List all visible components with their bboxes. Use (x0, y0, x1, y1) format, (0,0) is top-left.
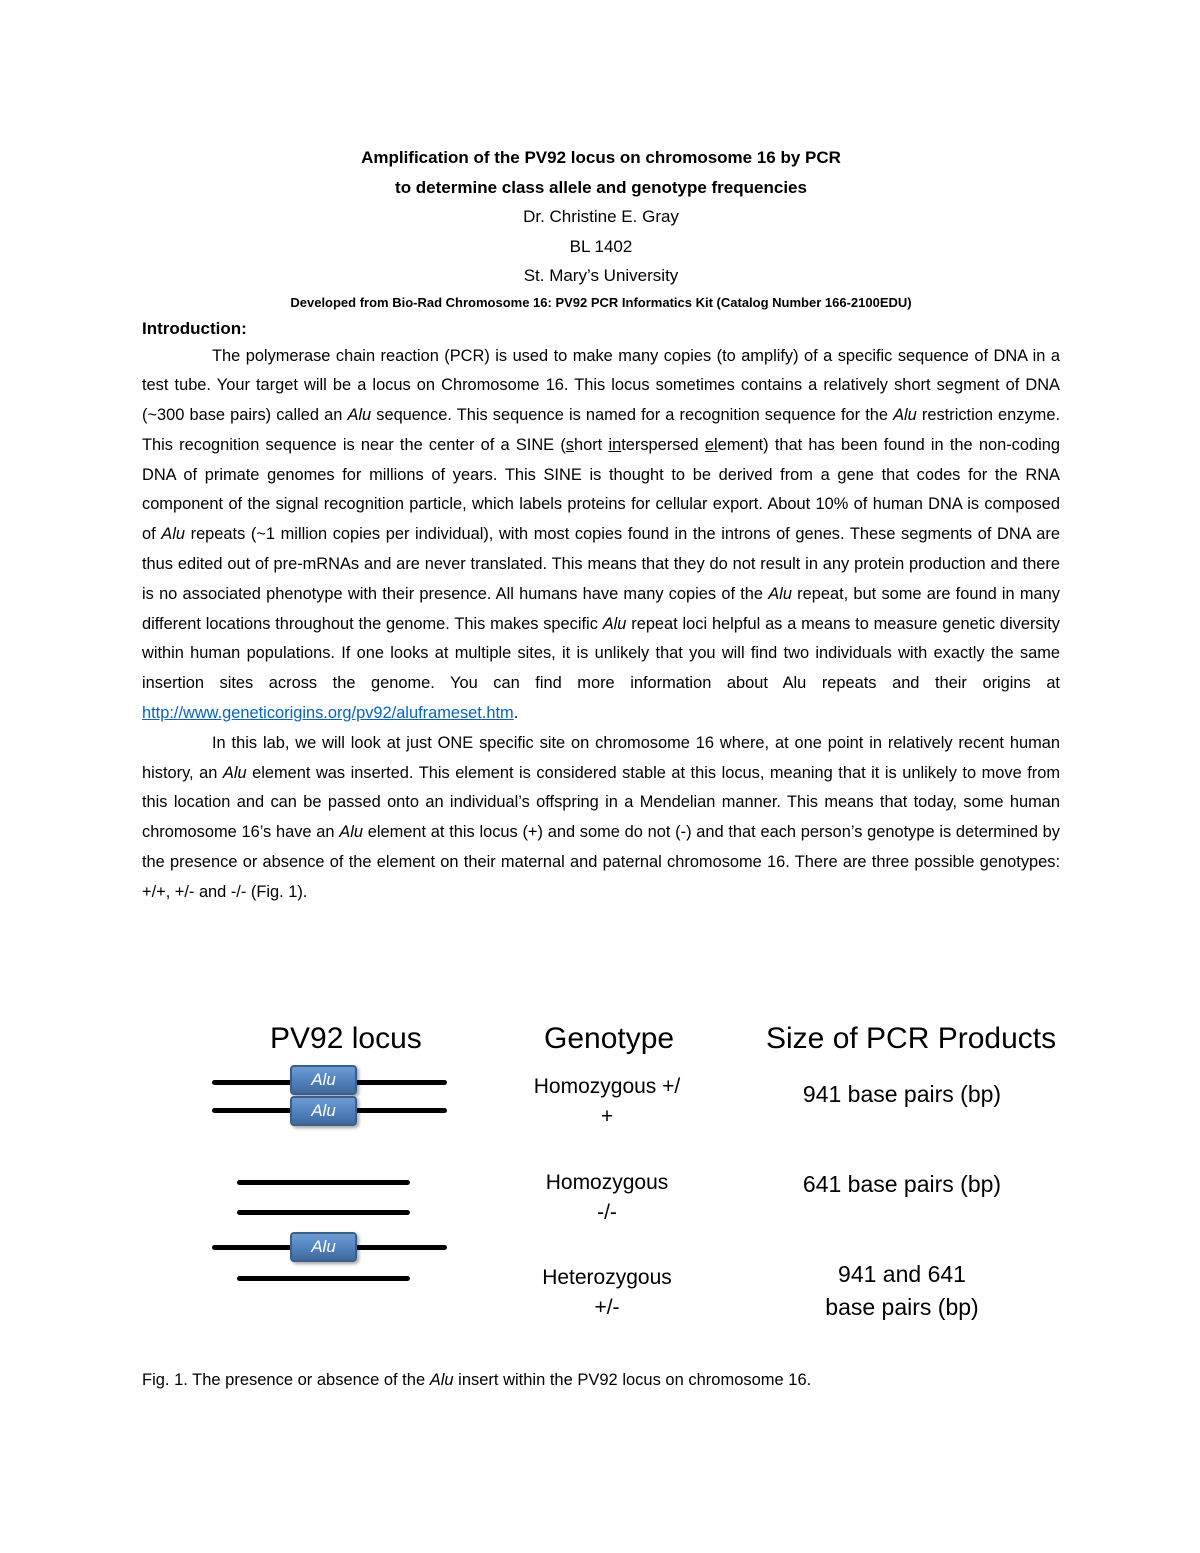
text-segment: repeats (~1 million copies per individual), with most copies found in the introns of genes. These segments of DNA are thus edited out of pre-mRNAs and are never translated. This means that they do not result in any protein production and there is no associated phenotype with their presence. All humans have many copies of the (142, 525, 1061, 603)
alu-insert-box (290, 1232, 357, 1262)
author-line: Dr. Christine E. Gray (523, 207, 679, 226)
text-segment: in (608, 435, 622, 454)
intro-paragraph-1 (142, 342, 1060, 729)
figure-1 (0, 1020, 1200, 1340)
text-segment: The polymerase chain reaction (PCR) is used to make many copies (to amplify) of a specific sequence of DNA in a test tube. Your target will be a locus on Chromosome 16. This locus sometimes contains a relatively short segment of DNA (~300 base pairs) called an (142, 346, 1060, 425)
text-segment: Alu (602, 614, 627, 633)
text-segment: repeat, but some are found in many different locations throughout the genome. This makes specific (142, 584, 1060, 633)
text-segment: insert within the PV92 locus on chromosome 16. (453, 1371, 812, 1389)
pcr-size-line: base pairs (bp) (825, 1294, 979, 1320)
text-segment: Alu (222, 763, 247, 782)
document-content (142, 143, 1060, 908)
text-segment: sequence. This sequence is named for a recognition sequence for the (371, 406, 894, 425)
figure-col-header-pv92-locus: PV92 locus (270, 1022, 422, 1055)
pcr-size-homozygous-plus (752, 1078, 1052, 1111)
genotype-line: +/- (594, 1296, 620, 1319)
text-segment: In this lab, we will look at just ONE specific site on chromosome 16 where, at one point in relatively recent human history, an (142, 733, 1060, 782)
alu-label: Alu (311, 1237, 336, 1256)
genotype-label-homozygous-minus (497, 1168, 717, 1228)
genotype-line: + (600, 1105, 614, 1128)
text-segment: Alu (893, 406, 917, 425)
text-segment: element was inserted. This element is considered stable at this locus, meaning that it is unlikely to move from this location and can be passed onto an individual’s offspring in a Mendelian manner. This means that today, some human chromosome 16’s have an (142, 763, 1060, 842)
text-segment: . (513, 704, 519, 723)
text-segment: Alu (339, 823, 363, 842)
genotype-line: Homozygous +/ (533, 1075, 681, 1098)
text-segment: Fig. 1. The presence or absence of the (142, 1371, 430, 1389)
hyperlink-geneticorigins[interactable]: http://www.geneticorigins.org/pv92/aluframeset.htm (142, 704, 514, 723)
alu-insert-box (290, 1096, 357, 1126)
genotype-line: -/- (597, 1201, 617, 1224)
alu-insert-box (290, 1065, 357, 1095)
text-segment: element at this locus (+) and some do not (-) and that each person’s genotype is determined by the presence or absence of the element on their maternal and paternal chromosome 16. There are three possible genotypes: +/+, +/- and -/- (Fig. 1). (142, 823, 1060, 901)
text-segment: restriction enzyme. This recognition sequence is near the center of a SINE ( (142, 406, 1060, 454)
pcr-size-homozygous-minus (752, 1168, 1052, 1201)
text-segment: s (565, 435, 574, 454)
text-segment: Alu (768, 584, 792, 603)
text-segment: repeat loci helpful as a means to measure genetic diversity within human populations. If one looks at multiple sites, it is unlikely that you will find two individuals with exactly the same insertion sites across the genome. You can find more information about Alu repeats and their origins at (142, 614, 1061, 693)
pcr-size-line: 941 base pairs (bp) (802, 1081, 1002, 1107)
figure-col-header-size: Size of PCR Products (766, 1022, 1057, 1055)
text-segment: Alu (429, 1371, 454, 1389)
text-segment: Alu (161, 525, 185, 544)
chromosome-line (237, 1276, 410, 1281)
figure-col-header-genotype: Genotype (544, 1022, 675, 1055)
alu-label: Alu (311, 1101, 336, 1120)
pcr-size-line: 641 base pairs (bp) (802, 1171, 1002, 1197)
text-segment: Alu (347, 406, 372, 425)
course-line: BL 1402 (569, 236, 633, 256)
pcr-size-heterozygous (752, 1258, 1052, 1324)
document-header (142, 143, 1060, 315)
figure-caption (142, 1366, 1060, 1396)
text-segment: terspersed (621, 435, 705, 454)
text-segment: el (704, 435, 718, 454)
genotype-label-homozygous-plus (497, 1072, 717, 1132)
chromosome-line (237, 1180, 410, 1185)
intro-paragraph-2 (142, 729, 1060, 908)
introduction-heading: Introduction: (142, 318, 247, 338)
institution-line: St. Mary’s University (523, 266, 679, 285)
document-title-line1: Amplification of the PV92 locus on chromosome 16 by PCR (361, 148, 841, 167)
genotype-line: Homozygous (545, 1171, 669, 1194)
alu-label: Alu (311, 1070, 336, 1089)
text-segment: ement) that has been found in the non-coding DNA of primate genomes for millions of years. This SINE is thought to be derived from a gene that codes for the RNA component of the signal recognition particle, which labels proteins for cellular export. About 10% of human DNA is composed of (142, 435, 1060, 544)
text-segment: hort (573, 435, 609, 454)
chromosome-line (237, 1210, 410, 1215)
genotype-line: Heterozygous (542, 1266, 672, 1289)
document-title-line2: to determine class allele and genotype frequencies (395, 177, 807, 197)
pcr-size-line: 941 and 641 (838, 1261, 966, 1287)
source-note: Developed from Bio-Rad Chromosome 16: PV92 PCR Informatics Kit (Catalog Number 166-2100EDU) (290, 294, 912, 310)
genotype-label-heterozygous (497, 1263, 717, 1323)
